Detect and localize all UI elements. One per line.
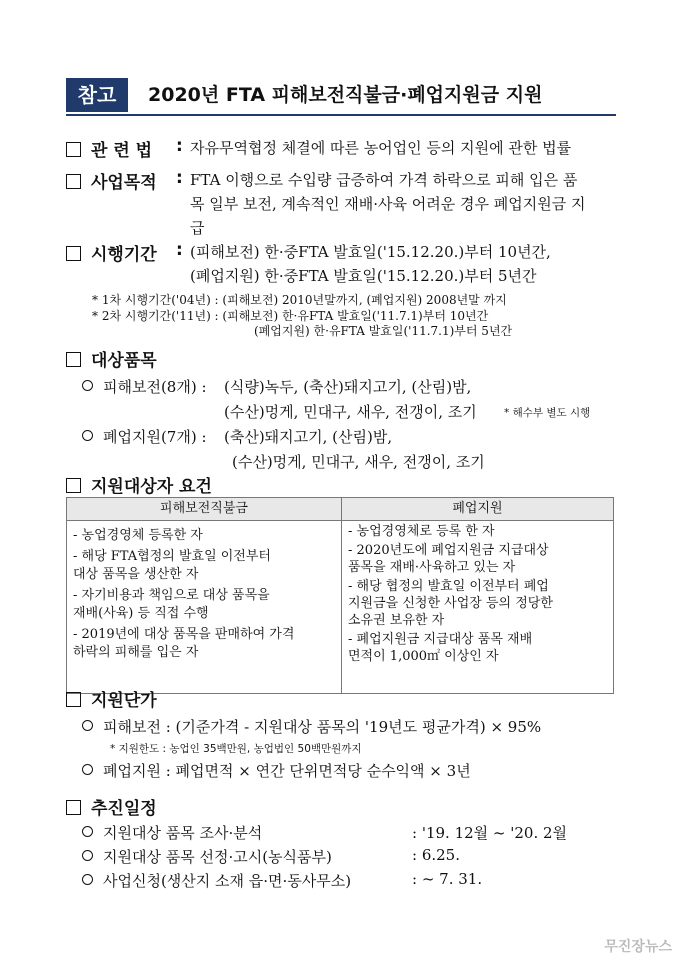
period-note: (폐업지원) 한·유FTA 발효일('11.7.1)부터 5년간	[254, 324, 513, 338]
title-underline	[66, 114, 616, 116]
checkbox-square-icon	[66, 692, 81, 707]
items-closure-line: (수산)멍게, 민대구, 새우, 전갱이, 조기	[232, 453, 485, 471]
requirements-closure-cell	[342, 521, 614, 694]
circle-bullet-icon	[82, 826, 93, 837]
reference-badge: 참고	[66, 78, 128, 112]
section-schedule-label: 추진일정	[91, 799, 157, 819]
schedule-date: : 6.25.	[412, 846, 460, 864]
unit-closure: 폐업지원 : 폐업면적 × 연간 단위면적당 순수익액 × 3년	[82, 760, 471, 781]
checkbox-square-icon	[66, 142, 81, 157]
items-closure-line: (축산)돼지고기, (산림)밤,	[224, 428, 393, 446]
checkbox-square-icon	[66, 478, 81, 493]
requirement-line: 하락의 피해를 입은 자	[73, 645, 199, 660]
requirement-line: 대상 품목을 생산한 자	[73, 567, 199, 582]
schedule-task: 지원대상 품목 조사·분석	[82, 822, 262, 843]
section-purpose	[66, 168, 157, 193]
circle-bullet-icon	[82, 720, 93, 731]
items-compensation-note: * 해수부 별도 시행	[504, 407, 591, 419]
purpose-line: 목 일부 보전, 계속적인 재배·사육 어려운 경우 폐업지원금 지	[190, 195, 586, 213]
period-note: * 1차 시행기간('04년) : (피해보전) 2010년말까지, (폐업지원) 2008년말 까지	[92, 293, 507, 307]
section-unit-label: 지원단가	[91, 691, 157, 711]
section-purpose-label: 사업목적	[91, 173, 157, 193]
purpose-line: FTA 이행으로 수입량 급증하여 가격 하락으로 피해 입은 품	[190, 171, 578, 189]
law-text: 자유무역협정 체결에 따른 농어업인 등의 지원에 관한 법률	[190, 139, 572, 157]
circle-bullet-icon	[82, 430, 93, 441]
circle-bullet-icon	[82, 874, 93, 885]
section-law-label: 관 련 법	[91, 141, 153, 161]
items-closure-label: 폐업지원(7개) :	[82, 426, 207, 447]
requirement-line: - 해당 FTA협정의 발효일 이전부터	[73, 549, 271, 564]
checkbox-square-icon	[66, 800, 81, 815]
unit-compensation: 피해보전 : (기준가격 - 지원대상 품목의 '19년도 평균가격) × 95%	[82, 716, 541, 737]
requirement-line: - 농업경영체로 등록 한 자	[348, 524, 495, 539]
column-header-closure: 폐업지원	[342, 498, 614, 521]
period-line-compensation: (피해보전) 한·중FTA 발효일('15.12.20.)부터 10년간,	[190, 243, 551, 261]
period-colon: :	[176, 240, 183, 260]
schedule-task: 지원대상 품목 선정·고시(농식품부)	[82, 846, 332, 867]
circle-bullet-icon	[82, 380, 93, 391]
watermark-logo: 무진장뉴스	[604, 939, 672, 955]
requirements-table	[66, 497, 614, 694]
section-requirements-label: 지원대상자 요건	[91, 477, 212, 497]
section-unit	[66, 686, 157, 711]
column-header-compensation: 피해보전직불금	[67, 498, 342, 521]
page-title: 2020년 FTA 피해보전직불금·폐업지원금 지원	[148, 84, 543, 106]
items-compensation-line: (식량)녹두, (축산)돼지고기, (산림)밤,	[224, 378, 472, 396]
period-note: * 2차 시행기간('11년) : (피해보전) 한·유FTA 발효일('11.7.1)부터 10년간	[92, 309, 489, 323]
circle-bullet-icon	[82, 764, 93, 775]
requirements-compensation-cell	[67, 521, 342, 694]
checkbox-square-icon	[66, 174, 81, 189]
purpose-line: 급	[190, 219, 205, 237]
requirement-line: 품목을 재배·사육하고 있는 자	[348, 560, 516, 575]
section-period	[66, 240, 157, 265]
requirement-line: - 농업경영체 등록한 자	[73, 528, 203, 543]
requirement-line: - 2019년에 대상 품목을 판매하여 가격	[73, 627, 295, 642]
section-items-label: 대상품목	[91, 351, 157, 371]
requirement-line: - 폐업지원금 지급대상 품목 재배	[348, 632, 533, 647]
section-items	[66, 346, 157, 371]
purpose-colon: :	[176, 168, 183, 188]
unit-limit-note: * 지원한도 : 농업인 35백만원, 농업법인 50백만원까지	[110, 743, 362, 755]
requirement-line: - 해당 협정의 발효일 이전부터 폐업	[348, 579, 549, 594]
section-requirements	[66, 472, 212, 497]
section-period-label: 시행기간	[91, 245, 157, 265]
requirement-line: 면적이 1,000㎡ 이상인 자	[348, 649, 499, 664]
checkbox-square-icon	[66, 246, 81, 261]
requirement-line: 지원금을 신청한 사업장 등의 정당한	[348, 596, 553, 611]
section-schedule	[66, 794, 157, 819]
circle-bullet-icon	[82, 850, 93, 861]
schedule-task: 사업신청(생산지 소재 읍·면·동사무소)	[82, 870, 351, 891]
requirement-line: 소유권 보유한 자	[348, 613, 445, 628]
requirement-line: 재배(사육) 등 직접 수행	[73, 606, 209, 621]
requirement-line: - 자기비용과 책임으로 대상 품목을	[73, 588, 270, 603]
section-law	[66, 136, 152, 161]
law-colon: :	[176, 136, 183, 156]
items-compensation-line: (수산)멍게, 민대구, 새우, 전갱이, 조기	[224, 403, 477, 421]
checkbox-square-icon	[66, 352, 81, 367]
items-compensation-label: 피해보전(8개) :	[82, 376, 207, 397]
requirement-line: - 2020년도에 폐업지원금 지급대상	[348, 543, 549, 558]
period-line-closure: (폐업지원) 한·중FTA 발효일('15.12.20.)부터 5년간	[190, 267, 537, 285]
schedule-date: : ~ 7. 31.	[412, 870, 483, 888]
schedule-date: : '19. 12월 ~ '20. 2월	[412, 824, 568, 842]
